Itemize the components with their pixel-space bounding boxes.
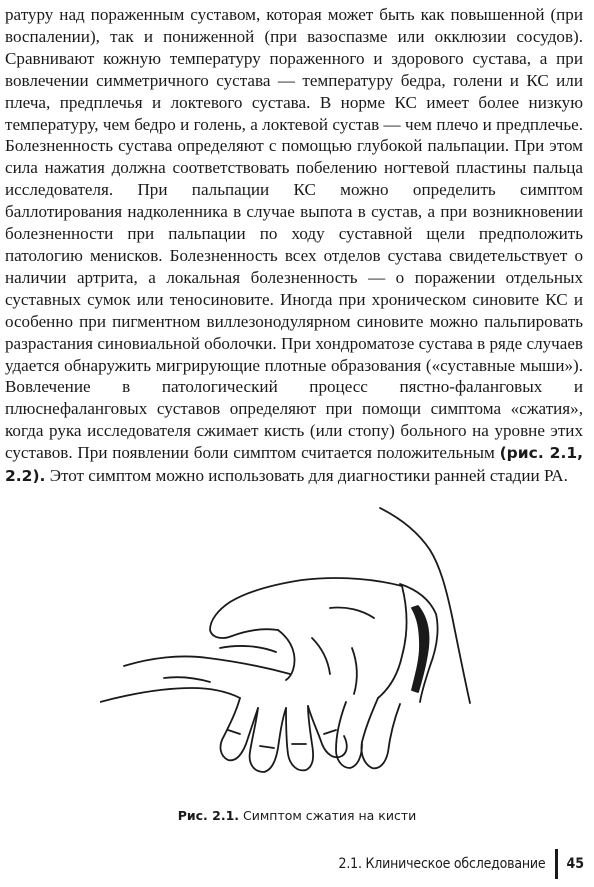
patient-finger-1 bbox=[221, 698, 258, 760]
patient-finger-4 bbox=[308, 706, 347, 757]
examiner-palm-lower bbox=[378, 586, 407, 698]
body-text-after-ref: Этот симптом можно использовать для диагностики ранней стадии РА. bbox=[45, 466, 568, 486]
caption-text: Симптом сжатия на кисти bbox=[239, 808, 417, 823]
patient-hand-outline bbox=[124, 656, 290, 674]
body-text-before-ref: ратуру над пораженным суставом, которая может быть как повышенной (при воспалении), так и пониженной (при вазоспазме или окклюзии сосудов). Сравнивают кожную температуру пораженного и здорового сустава, а при вовлечении симметричного сустава — температуру бедра, голени и КС или плеча, предплечья и локтевого сустава. В норме КС имеет более низкую температуру, чем бедро и голень, а локтевой сустав — чем плечо и предплечье. Болезненность сустава определяют с помощью глубокой пальпации. При этом сила нажатия должна соответствовать побелению ногтевой пластины пальца исследователя. При пальпации КС можно определить симптом баллотирования надколенника в случае выпота в сустав, а при возникновении болезненности при пальпации по ходу суставной щели предположить патологию менисков. Болезненность всех отделов сустава свидетельствует о наличии артрита, а локальная болезненность — о поражении отдельных суставных сумок или теносиновите. Иногда при хроническом синовите КС и особенно при пигментном виллезонодулярном синовите можно пальпировать разрастания синовиальной оболочки. При хондроматозе сустава в ряде случаев удается обнаружить мигрирующие плотные образования («суставные мыши»). Вовлечение в патологический процесс пястно-фаланговых и плюснефаланговых суставов определяют при помощи симптома «сжатия», когда рука исследователя сжимает кисть (или стопу) больного на уровне этих суставов. При появлении боли симптом считается положительным bbox=[5, 5, 583, 463]
hand-squeeze-illustration bbox=[100, 498, 500, 798]
patient-finger-3 bbox=[286, 706, 313, 770]
figure-caption bbox=[0, 808, 594, 823]
examiner-hand-outline bbox=[210, 578, 402, 638]
sleeve-outline bbox=[380, 508, 470, 703]
running-footer-section: 2.1. Клиническое обследование bbox=[338, 856, 546, 872]
body-paragraph bbox=[5, 4, 583, 488]
patient-hand-lower bbox=[100, 688, 240, 702]
caption-label: Рис. 2.1. bbox=[177, 808, 240, 823]
figure-hand-squeeze bbox=[100, 498, 500, 798]
page-number: 45 bbox=[566, 856, 584, 872]
footer-divider bbox=[555, 849, 558, 879]
examiner-finger-2 bbox=[336, 702, 362, 768]
figure-reference: (рис. 2.1, 2.2). bbox=[5, 444, 583, 486]
page-footer bbox=[339, 852, 584, 876]
examiner-finger-1 bbox=[361, 698, 400, 768]
